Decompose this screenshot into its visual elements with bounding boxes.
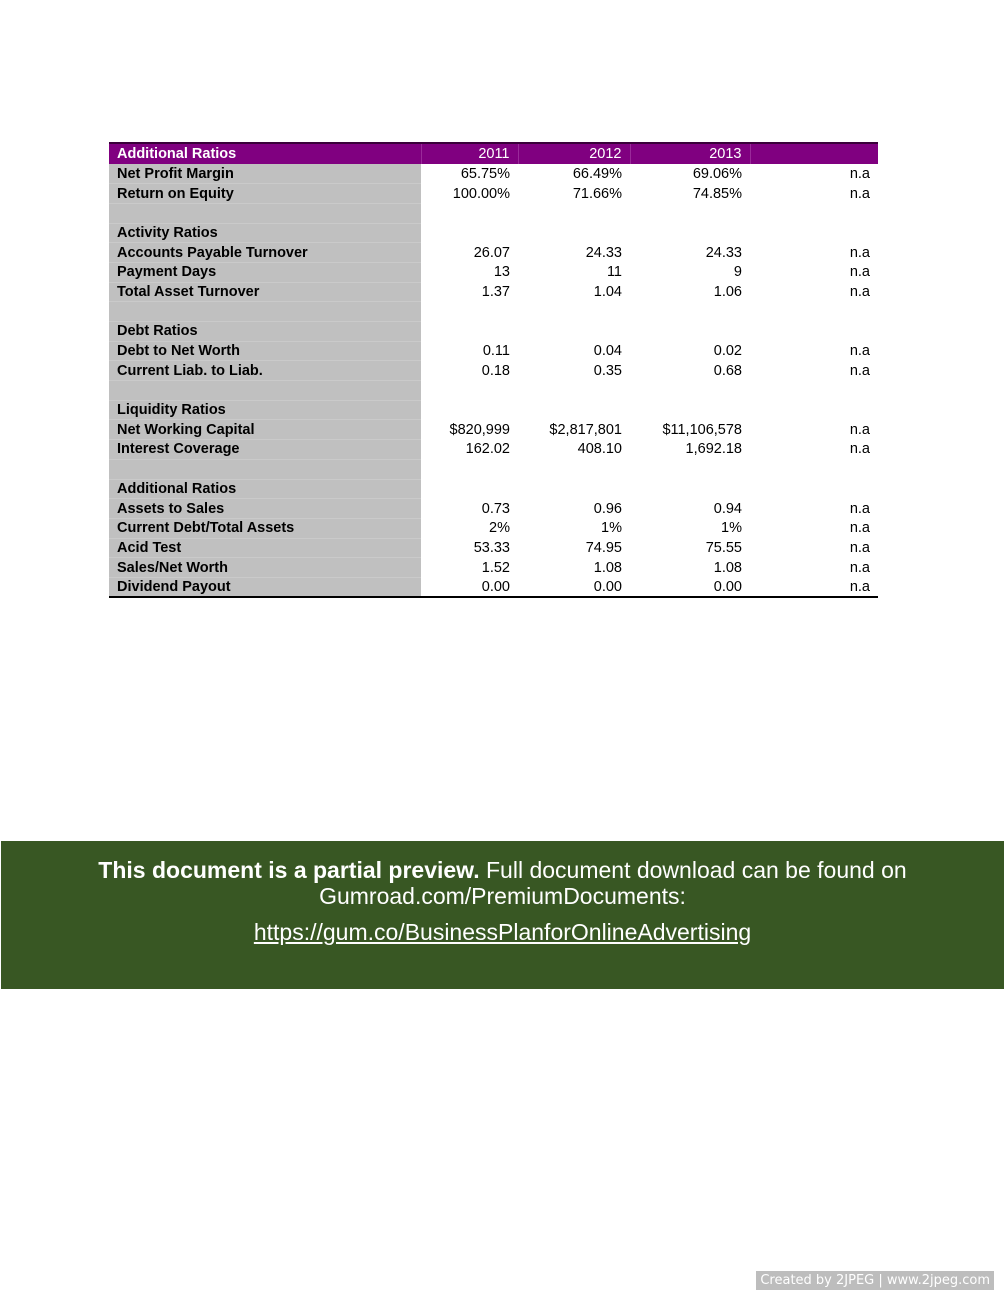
value-2013: 0.68: [713, 362, 742, 379]
table-row: [109, 538, 878, 558]
value-extra: [750, 203, 878, 223]
value-2013: 1,692.18: [685, 441, 742, 458]
value-2012: [518, 459, 630, 479]
value-2012: 71.66%: [572, 185, 622, 202]
value-extra: n.a: [849, 362, 870, 379]
table-row: [109, 223, 878, 243]
value-extra: n.a: [849, 500, 870, 517]
year-header-2013: 2013: [630, 143, 750, 164]
row-label: [109, 459, 421, 479]
value-2011: $820,999: [449, 421, 510, 438]
value-extra: n.a: [849, 520, 870, 537]
value-2012: 1.04: [593, 283, 622, 300]
table-header-row: [109, 143, 878, 164]
value-2013: 0.94: [713, 500, 742, 517]
table-row: [109, 322, 878, 342]
value-2013: [630, 302, 750, 322]
value-2013: 75.55: [705, 539, 742, 556]
preview-banner: [1, 841, 1004, 989]
table-row: [109, 499, 878, 519]
row-label: [109, 302, 421, 322]
value-2012: [518, 381, 630, 401]
table-row: [109, 262, 878, 282]
value-2011: 0.00: [481, 578, 510, 595]
value-2012: $2,817,801: [549, 421, 622, 438]
value-2011: [421, 459, 518, 479]
table-row: [109, 420, 878, 440]
table-row: [109, 282, 878, 302]
value-2011: 0.73: [481, 500, 510, 517]
row-label: Accounts Payable Turnover: [109, 243, 421, 263]
row-label: Activity Ratios: [109, 223, 421, 243]
table-body: [109, 164, 878, 597]
value-2013: 24.33: [705, 244, 742, 261]
value-2011: [421, 322, 518, 342]
value-2013: [630, 381, 750, 401]
value-2013: [630, 322, 750, 342]
value-extra: n.a: [849, 559, 870, 576]
value-2013: 74.85%: [692, 185, 742, 202]
spacer-row: [109, 302, 878, 322]
value-2012: 0.35: [593, 362, 622, 379]
value-2012: 1.08: [593, 559, 622, 576]
value-2012: 1%: [601, 520, 622, 537]
value-2011: 162.02: [465, 441, 510, 458]
value-2013: [630, 400, 750, 420]
value-extra: [750, 322, 878, 342]
banner-message: [1, 857, 1004, 909]
banner-line2: Gumroad.com/PremiumDocuments:: [319, 883, 686, 909]
value-2012: 74.95: [585, 539, 622, 556]
value-2011: [421, 381, 518, 401]
value-extra: n.a: [849, 165, 870, 182]
row-label: Dividend Payout: [109, 577, 421, 597]
value-2012: 0.04: [593, 343, 622, 360]
value-extra: n.a: [849, 441, 870, 458]
banner-text: Full document download can be found on: [479, 857, 907, 883]
row-label: Payment Days: [109, 262, 421, 282]
row-label: Current Liab. to Liab.: [109, 361, 421, 381]
table-row: [109, 400, 878, 420]
table-row: [109, 577, 878, 597]
value-2011: [421, 302, 518, 322]
table-row: [109, 558, 878, 578]
table-row: [109, 518, 878, 538]
value-2011: 1.52: [481, 559, 510, 576]
download-link[interactable]: https://gum.co/BusinessPlanforOnlineAdvertising: [253, 919, 752, 945]
watermark: Created by 2JPEG | www.2jpeg.com: [756, 1271, 994, 1290]
value-extra: n.a: [849, 421, 870, 438]
table-row: [109, 440, 878, 460]
value-2011: 13: [493, 264, 510, 281]
value-2012: [518, 223, 630, 243]
table-row: [109, 164, 878, 184]
value-2013: 9: [733, 264, 742, 281]
value-2011: 100.00%: [452, 185, 510, 202]
value-2013: 1.06: [713, 283, 742, 300]
value-2012: [518, 400, 630, 420]
value-2013: $11,106,578: [662, 421, 742, 438]
extra-header: [750, 143, 878, 164]
ratios-table: [109, 142, 878, 598]
value-2011: 26.07: [473, 244, 510, 261]
spacer-row: [109, 459, 878, 479]
row-label: Return on Equity: [109, 184, 421, 204]
row-label: Net Profit Margin: [109, 164, 421, 184]
value-2013: [630, 223, 750, 243]
value-extra: n.a: [849, 343, 870, 360]
value-extra: n.a: [849, 578, 870, 595]
value-2013: 0.00: [713, 578, 742, 595]
spacer-row: [109, 203, 878, 223]
value-2013: 1.08: [713, 559, 742, 576]
value-extra: n.a: [849, 244, 870, 261]
value-extra: [750, 302, 878, 322]
value-extra: [750, 223, 878, 243]
value-2011: 53.33: [473, 539, 510, 556]
row-label: Assets to Sales: [109, 499, 421, 519]
table-row: [109, 184, 878, 204]
row-label: [109, 203, 421, 223]
value-extra: [750, 400, 878, 420]
row-label: Liquidity Ratios: [109, 400, 421, 420]
value-2013: 69.06%: [692, 165, 742, 182]
table-row: [109, 479, 878, 499]
row-label: [109, 381, 421, 401]
value-extra: [750, 381, 878, 401]
row-label: Sales/Net Worth: [109, 558, 421, 578]
table-row: [109, 243, 878, 263]
value-extra: [750, 459, 878, 479]
row-label: Additional Ratios: [109, 479, 421, 499]
row-label: Total Asset Turnover: [109, 282, 421, 302]
value-2011: 0.11: [482, 343, 510, 360]
value-2012: 24.33: [585, 244, 622, 261]
value-2012: 11: [606, 264, 622, 281]
value-2013: [630, 479, 750, 499]
value-2012: [518, 479, 630, 499]
value-2012: [518, 302, 630, 322]
year-header-2011: 2011: [421, 143, 518, 164]
value-extra: n.a: [849, 185, 870, 202]
value-2012: 408.10: [577, 441, 622, 458]
row-label: Interest Coverage: [109, 440, 421, 460]
value-extra: [750, 479, 878, 499]
value-2013: 0.02: [713, 343, 742, 360]
table-header-title: Additional Ratios: [117, 146, 237, 162]
value-2012: 0.96: [593, 500, 622, 517]
value-extra: n.a: [849, 264, 870, 281]
value-2011: [421, 479, 518, 499]
year-header-2012: 2012: [518, 143, 630, 164]
spacer-row: [109, 381, 878, 401]
table-row: [109, 341, 878, 361]
value-2011: 65.75%: [460, 165, 510, 182]
value-2012: [518, 203, 630, 223]
table-row: [109, 361, 878, 381]
row-label: Debt Ratios: [109, 322, 421, 342]
value-2012: 66.49%: [572, 165, 622, 182]
value-2011: [421, 223, 518, 243]
value-2013: [630, 203, 750, 223]
row-label: Acid Test: [109, 538, 421, 558]
value-extra: n.a: [849, 539, 870, 556]
row-label: Net Working Capital: [109, 420, 421, 440]
row-label: Current Debt/Total Assets: [109, 518, 421, 538]
value-2011: 2%: [489, 520, 510, 537]
value-2011: 0.18: [481, 362, 510, 379]
value-2011: 1.37: [481, 283, 510, 300]
value-2012: [518, 322, 630, 342]
row-label: Debt to Net Worth: [109, 341, 421, 361]
value-extra: n.a: [849, 283, 870, 300]
value-2011: [421, 203, 518, 223]
value-2013: 1%: [721, 520, 742, 537]
value-2013: [630, 459, 750, 479]
banner-bold-text: This document is a partial preview.: [98, 857, 480, 883]
value-2012: 0.00: [593, 578, 622, 595]
value-2011: [421, 400, 518, 420]
